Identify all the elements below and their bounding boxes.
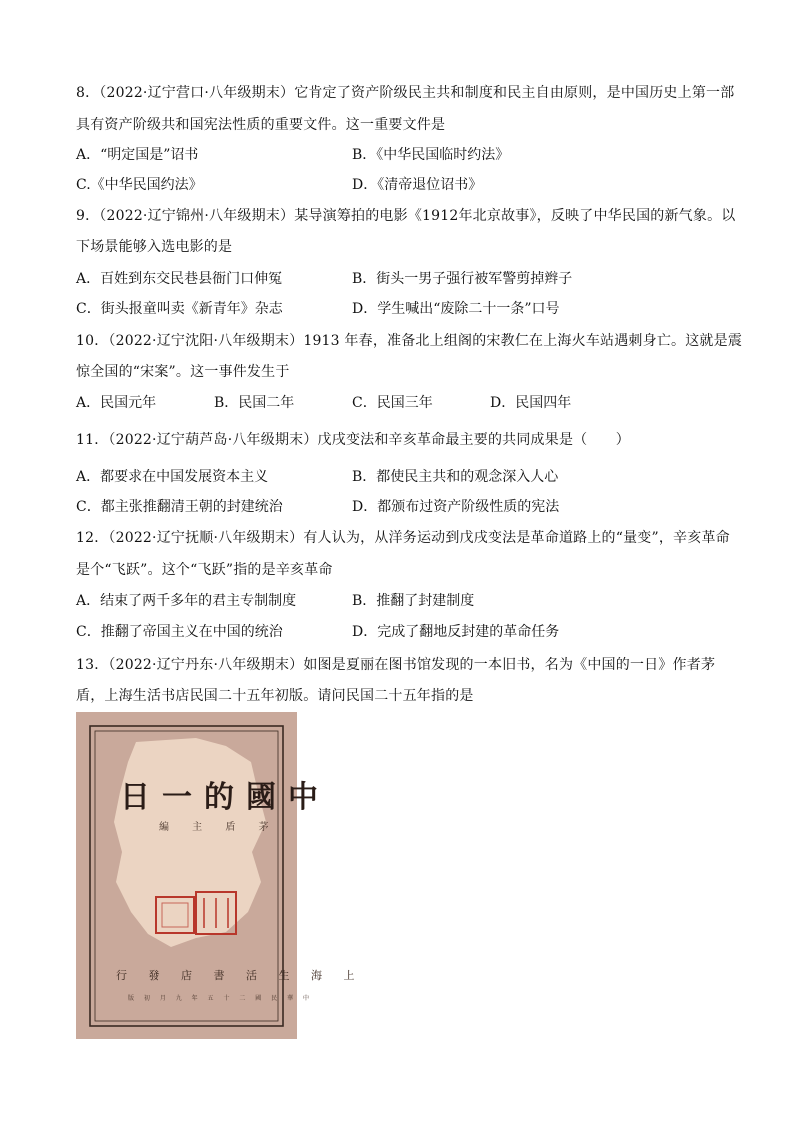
q8-stem-line-1: 8．（2022·辽宁营口·八年级期末）它肯定了资产阶级民主共和制度和民主自由原则，是中国历史上第一部 [76,85,735,101]
q9-stem-line-1: 9．（2022·辽宁锦州·八年级期末）某导演筹拍的电影《1912年北京故事》，反映了中华民国的新气象。以 [76,208,736,224]
q12-stem-line-1: 12．（2022·辽宁抚顺·八年级期末）有人认为，从洋务运动到戊戌变法是革命道路上的“量变”，辛亥革命 [76,530,730,546]
q8-option-c: C.《中华民国约法》 [76,177,203,193]
q9-option-d: D．学生喊出“废除二十一条”口号 [352,301,560,317]
q11-option-b: B．都使民主共和的观念深入人心 [352,469,559,485]
q12-option-a: A．结束了两千多年的君主专制制度 [76,593,297,609]
q11-option-c: C．都主张推翻清王朝的封建统治 [76,499,283,515]
q12-option-b: B．推翻了封建制度 [352,593,475,609]
book-date: 版 初 月 九 年 五 十 二 國 民 華 中 [128,995,313,1002]
book-title: 日一的國中 [120,780,330,815]
q9-option-a: A．百姓到东交民巷县衙门口伸冤 [76,271,283,287]
q10-stem-line-1: 10．（2022·辽宁沈阳·八年级期末）1913 年春，准备北上组阁的宋教仁在上海火车站遇刺身亡。这就是震 [76,333,743,349]
q8-option-a: A．“明定国是”诏书 [76,147,199,163]
book-cover-image [76,712,364,1039]
q9-option-b: B．街头一男子强行被军警剪掉辫子 [352,271,573,287]
q13-stem-line-2: 盾，上海生活书店民国二十五年初版。请问民国二十五年指的是 [76,688,474,704]
q12-stem-line-2: 是个“飞跃”。这个“飞跃”指的是辛亥革命 [76,562,333,578]
q11-option-a: A．都要求在中国发展资本主义 [76,469,269,485]
q10-option-b: B．民国二年 [214,395,295,411]
book-publisher: 行 發 店 書 活 生 海 上 [116,969,364,982]
q10-stem-line-2: 惊全国的“宋案”。这一事件发生于 [76,364,290,380]
q10-option-c: C．民国三年 [352,395,433,411]
q12-option-c: C．推翻了帝国主义在中国的统治 [76,624,283,640]
q8-stem-line-2: 具有资产阶级共和国宪法性质的重要文件。这一重要文件是 [76,117,446,133]
q8-option-b: B．《中华民国临时约法》 [352,147,510,163]
q9-option-c: C．街头报童叫卖《新青年》杂志 [76,301,283,317]
q10-option-a: A．民国元年 [76,395,157,411]
q10-option-d: D．民国四年 [490,395,572,411]
book-editor: 編 主 盾 茅 [159,822,279,833]
q11-stem-line-1: 11．（2022·辽宁葫芦岛·八年级期末）戊戌变法和辛亥革命最主要的共同成果是（ ） [76,432,630,448]
q11-option-d: D．都颁布过资产阶级性质的宪法 [352,499,560,515]
china-map-shape [114,738,266,947]
q8-option-d: D．《清帝退位诏书》 [352,177,483,193]
q12-option-d: D．完成了翻地反封建的革命任务 [352,624,560,640]
q13-stem-line-1: 13．（2022·辽宁丹东·八年级期末）如图是夏丽在图书馆发现的一本旧书，名为《中国的一日》作者茅 [76,657,716,673]
q9-stem-line-2: 下场景能够入选电影的是 [76,239,233,255]
book-cover-graphic [76,712,297,1039]
